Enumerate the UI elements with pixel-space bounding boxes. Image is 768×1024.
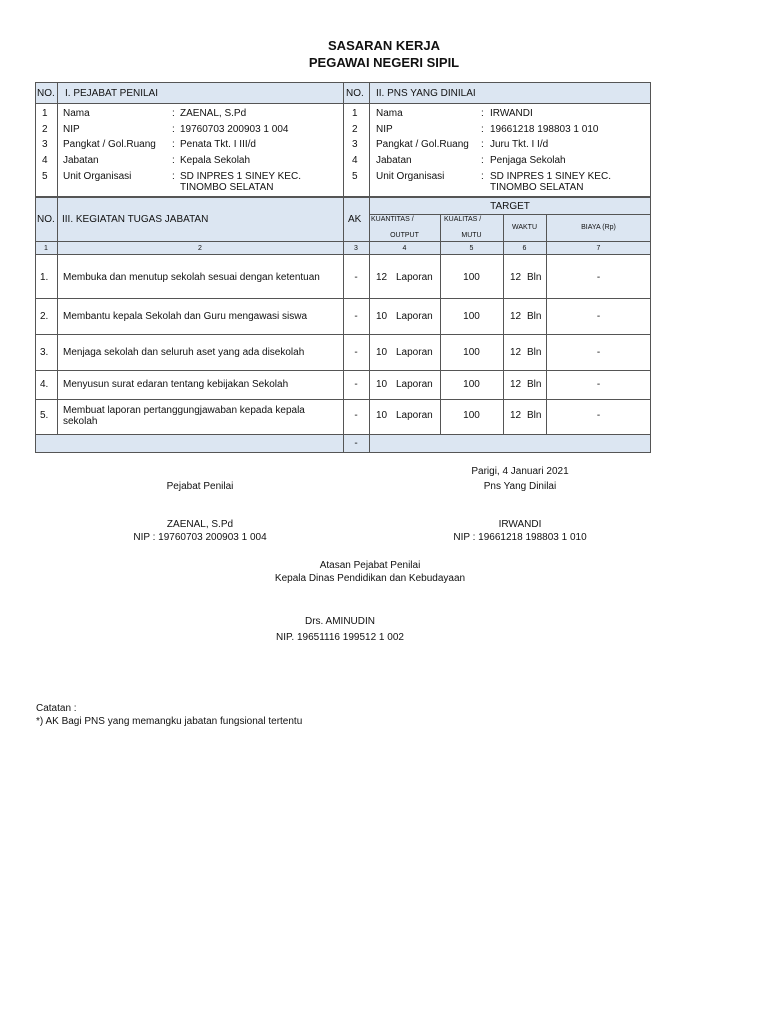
row-waktu-unit: Bln (527, 410, 542, 421)
penilai-nip: 19760703 200903 1 004 (180, 124, 289, 135)
right-signer-name: IRWANDI (498, 519, 542, 530)
row-ak: - (354, 347, 358, 358)
row-biaya: - (596, 311, 601, 322)
dinilai-row-label: Jabatan (376, 155, 412, 166)
row-no: 2. (40, 311, 49, 322)
dinilai-row-no: 1 (352, 108, 358, 119)
output-header: OUTPUT (390, 232, 419, 239)
divider (343, 82, 344, 197)
row-unit: Laporan (396, 410, 433, 421)
row-ak: - (354, 272, 358, 283)
column-number: 4 (402, 245, 407, 252)
row-waktu-unit: Bln (527, 311, 542, 322)
dinilai-nip: 19661218 198803 1 010 (490, 124, 599, 135)
column-number: 5 (469, 245, 474, 252)
dinilai-unit: SD INPRES 1 SINEY KEC. (490, 171, 611, 182)
row-no: 5. (40, 410, 49, 421)
dinilai-row-no: 5 (352, 171, 358, 182)
penilai-row-label: Jabatan (63, 155, 99, 166)
row-no: 3. (40, 347, 49, 358)
penilai-row-label: Pangkat / Gol.Ruang (63, 139, 156, 150)
row-qty: 10 (376, 379, 388, 390)
biaya-header: BIAYA (Rp) (581, 224, 616, 231)
atasan-name: Drs. AMINUDIN (305, 616, 375, 627)
row-mutu: 100 (463, 311, 480, 322)
colon: : (481, 171, 484, 182)
left-signer-role: Pejabat Penilai (166, 481, 234, 492)
row-no: 1. (40, 272, 49, 283)
row-waktu-unit: Bln (527, 347, 542, 358)
mutu-header: MUTU (461, 232, 482, 239)
dinilai-row-no: 2 (352, 124, 358, 135)
total-ak: - (354, 438, 358, 449)
row-waktu: 12 (510, 379, 522, 390)
row-ak: - (354, 311, 358, 322)
row-qty: 10 (376, 311, 388, 322)
colon: : (481, 155, 484, 166)
row-mutu: 100 (463, 379, 480, 390)
penilai-row-no: 4 (42, 155, 48, 166)
colon: : (172, 139, 175, 150)
dinilai-row-label: Pangkat / Gol.Ruang (376, 139, 469, 150)
atasan-nip: NIP. 19651116 199512 1 002 (276, 632, 404, 643)
colon: : (481, 108, 484, 119)
row-waktu: 12 (510, 410, 522, 421)
row-mutu: 100 (463, 410, 480, 421)
row-waktu: 12 (510, 311, 522, 322)
notes-label: Catatan : (36, 703, 77, 714)
row-task-line2: sekolah (63, 416, 98, 427)
column-number: 6 (522, 245, 527, 252)
row-waktu: 12 (510, 272, 522, 283)
row-task: Menyusun surat edaran tentang kebijakan Sekolah (63, 379, 289, 390)
right-signer-role: Pns Yang Dinilai (483, 481, 557, 492)
divider (35, 399, 651, 400)
dinilai-row-no: 4 (352, 155, 358, 166)
target-header: TARGET (490, 201, 530, 212)
colon: : (481, 124, 484, 135)
kuantitas-header: KUANTITAS / (371, 216, 414, 223)
row-unit: Laporan (396, 347, 433, 358)
dinilai-row-label: NIP (376, 124, 393, 135)
right-signer-nip: NIP : 19661218 198803 1 010 (453, 532, 587, 543)
penilai-header: I. PEJABAT PENILAI (65, 88, 158, 99)
atasan-role: Atasan Pejabat Penilai (319, 560, 421, 571)
row-task: Menjaga sekolah dan seluruh aset yang ada disekolah (63, 347, 305, 358)
left-signer-nip: NIP : 19760703 200903 1 004 (133, 532, 267, 543)
dinilai-jabatan: Penjaga Sekolah (490, 155, 566, 166)
row-qty: 10 (376, 347, 388, 358)
column-number: 3 (354, 245, 358, 252)
row-biaya: - (596, 272, 601, 283)
row-biaya: - (596, 379, 601, 390)
dinilai-row-label: Nama (376, 108, 403, 119)
penilai-jabatan: Kepala Sekolah (180, 155, 251, 166)
penilai-row-no: 1 (42, 108, 48, 119)
dinilai-row-label: Unit Organisasi (376, 171, 445, 182)
column-number: 2 (198, 245, 202, 252)
colon: : (172, 171, 175, 182)
row-qty: 10 (376, 410, 388, 421)
colon: : (172, 108, 175, 119)
penilai-nama: ZAENAL, S.Pd (180, 108, 247, 119)
penilai-unit-line2: TINOMBO SELATAN (180, 182, 274, 193)
row-mutu: 100 (463, 272, 480, 283)
penilai-row-label: NIP (63, 124, 80, 135)
left-signer-name: ZAENAL, S.Pd (166, 519, 234, 530)
row-unit: Laporan (396, 379, 433, 390)
row-ak: - (354, 410, 358, 421)
dinilai-pangkat: Juru Tkt. I I/d (490, 139, 549, 150)
ak-header: AK (348, 214, 362, 225)
penilai-row-no: 3 (42, 139, 48, 150)
notes-text: *) AK Bagi PNS yang memangku jabatan fungsional tertentu (36, 716, 303, 727)
row-waktu: 12 (510, 347, 522, 358)
penilai-unit: SD INPRES 1 SINEY KEC. (180, 171, 301, 182)
penilai-no-header: NO. (37, 88, 55, 99)
divider (35, 334, 651, 335)
kualitas-header: KUALITAS / (444, 216, 482, 223)
kegiatan-header: III. KEGIATAN TUGAS JABATAN (62, 214, 209, 225)
dinilai-row-no: 3 (352, 139, 358, 150)
row-unit: Laporan (396, 311, 433, 322)
penilai-row-label: Unit Organisasi (63, 171, 132, 182)
row-mutu: 100 (463, 347, 480, 358)
row-waktu-unit: Bln (527, 272, 542, 283)
place-date: Parigi, 4 Januari 2021 (471, 466, 569, 477)
divider (57, 82, 58, 197)
column-number: 7 (596, 245, 601, 252)
atasan-office: Kepala Dinas Pendidikan dan Kebudayaan (274, 573, 466, 584)
dinilai-header: II. PNS YANG DINILAI (376, 88, 476, 99)
row-qty: 12 (376, 272, 388, 283)
divider (35, 298, 651, 299)
row-task: Membuat laporan pertanggungjawaban kepada kepala (63, 405, 305, 416)
document-subtitle: PEGAWAI NEGERI SIPIL (308, 55, 460, 70)
document-title: SASARAN KERJA (328, 38, 440, 53)
row-biaya: - (596, 410, 601, 421)
dinilai-nama: IRWANDI (490, 108, 533, 119)
row-task: Membantu kepala Sekolah dan Guru mengawasi siswa (63, 311, 308, 322)
colon: : (481, 139, 484, 150)
waktu-header: WAKTU (511, 224, 538, 231)
row-task: Membuka dan menutup sekolah sesuai dengan ketentuan (63, 272, 320, 283)
row-ak: - (354, 379, 358, 390)
divider (369, 82, 370, 197)
colon: : (172, 124, 175, 135)
penilai-row-label: Nama (63, 108, 90, 119)
row-unit: Laporan (396, 272, 433, 283)
dinilai-unit-line2: TINOMBO SELATAN (490, 182, 584, 193)
row-waktu-unit: Bln (527, 379, 542, 390)
divider (35, 370, 651, 371)
kegiatan-no-header: NO. (37, 214, 55, 225)
dinilai-no-header: NO. (346, 88, 364, 99)
colon: : (172, 155, 175, 166)
penilai-pangkat: Penata Tkt. I III/d (180, 139, 256, 150)
column-number: 1 (44, 245, 48, 252)
penilai-row-no: 2 (42, 124, 48, 135)
row-no: 4. (40, 379, 49, 390)
penilai-row-no: 5 (42, 171, 48, 182)
divider (369, 214, 651, 215)
row-biaya: - (596, 347, 601, 358)
